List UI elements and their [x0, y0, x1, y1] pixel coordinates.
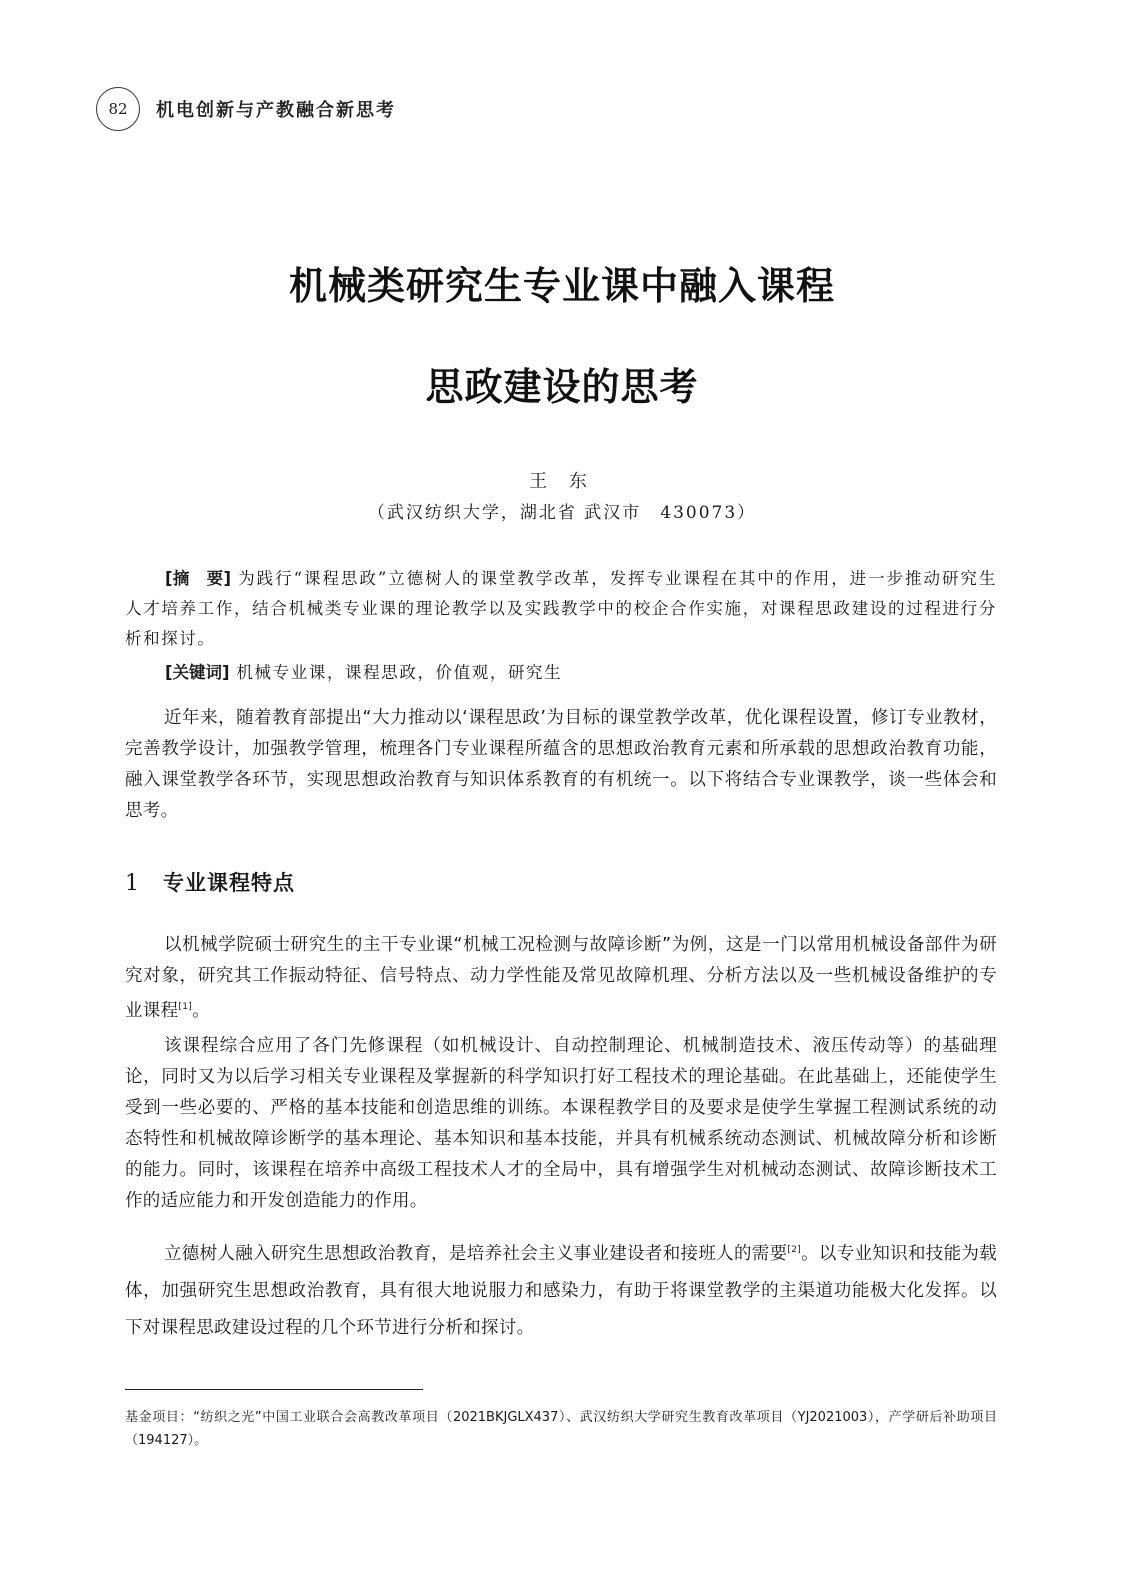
citation-ref: [1] — [178, 1002, 193, 1012]
body-paragraph-2: 该课程综合应用了各门先修课程（如机械设计、自动控制理论、机械制造技术、液压传动等）的基础理论，同时又为以后学习相关专业课程及掌握新的科学知识打好工程技术的理论基础。在此基础上，还能使学生受到一些必要的、严格的基本技能和创造思维的训练。本课程教学目的及要求是使学生掌握工程测试系统的动态特性和机械故障诊断学的基本理论、基本知识和基本技能，并具有机械系统动态测试、机械故障分析和诊断的能力。同时，该课程在培养中高级工程技术人才的全局中，具有增强学生对机械动态测试、故障诊断技术工作的适应能力和开发创造能力的作用。 — [125, 1036, 997, 1211]
funding-footnote: 基金项目：“纺织之光”中国工业联合会高教改革项目（2021BKJGLX437）、武汉纺织大学研究生教育改革项目（YJ2021003），产学研后补助项目（194127）。 — [125, 1410, 997, 1448]
page-number: 82 — [96, 87, 140, 131]
paragraph-end: 。 — [192, 1000, 210, 1021]
abstract-text: 为践行“课程思政”立德树人的课堂教学改革，发挥专业课程在其中的作用，进一步推动研究生人才培养工作，结合机械类专业课的理论教学以及实践教学中的校企合作实施，对课程思政建设的过程进行分析和探讨。 — [125, 569, 997, 648]
running-header — [96, 86, 396, 132]
body-paragraph-1 — [125, 930, 997, 1027]
author-affiliation: （武汉纺织大学，湖北省 武汉市 430073） — [367, 503, 757, 523]
body-paragraph-3 — [125, 1232, 997, 1347]
article-title-line-2: 思政建设的思考 — [425, 365, 699, 409]
keywords — [125, 658, 997, 688]
keywords-label: [关键词] — [165, 663, 230, 682]
abstract — [125, 564, 997, 654]
paragraph-rest: 。以专业知识和技能为载体，加强研究生思想政治教育，具有很大地说服力和感染力，有助于将课堂教学的主渠道功能极大化发挥。以下对课程思政建设过程的几个环节进行分析和探讨。 — [125, 1243, 997, 1338]
author-name: 王 东 — [529, 471, 595, 492]
citation-ref: [2] — [787, 1245, 802, 1255]
section-heading — [125, 867, 295, 897]
abstract-label: [摘 要] — [165, 569, 232, 588]
journal-name: 机电创新与产教融合新思考 — [156, 100, 396, 121]
paragraph-text: 立德树人融入研究生思想政治教育，是培养社会主义事业建设者和接班人的需要 — [164, 1243, 788, 1264]
intro-paragraph: 近年来，随着教育部提出“大力推动以‘课程思政’为目标的课堂教学改革，优化课程设置，修订专业教材，完善教学设计，加强教学管理，梳理各门专业课程所蕴含的思想政治教育元素和所承载的思想政治教育功能，融入课堂教学各环节，实现思想政治教育与知识体系教育的有机统一。以下将结合专业课教学，谈一些体会和思考。 — [125, 708, 997, 821]
article-title-line-1: 机械类研究生专业课中融入课程 — [288, 264, 835, 308]
keywords-text: 机械专业课，课程思政，价值观，研究生 — [229, 663, 563, 682]
paragraph-text: 以机械学院硕士研究生的主干专业课“机械工况检测与故障诊断”为例，这是一门以常用机械设备部件为研究对象，研究其工作振动特征、信号特点、动力学性能及常见故障机理、分析方法以及一些机械设备维护的专业课程 — [125, 935, 997, 1021]
footnote-divider — [125, 1389, 423, 1390]
section-title: 专业课程特点 — [163, 871, 295, 895]
section-number: 1 — [125, 871, 139, 896]
